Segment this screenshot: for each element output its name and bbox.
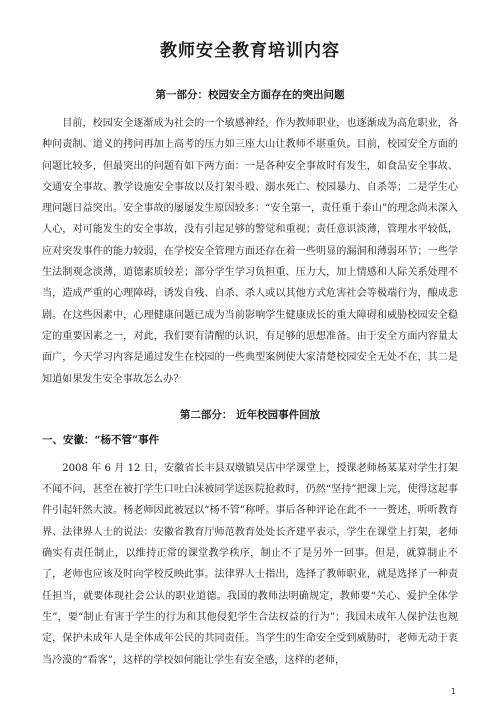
part2-heading: 第二部分： 近年校园事件回放 [179,408,321,421]
part2-subheading: 一、安徽：“杨不管”事件 [42,433,160,446]
part2-paragraph: 2008 年 6 月 12 日，安徽省长丰县双墩镇吴店中学课堂上，授课老师杨某某对学生打架不闻不问，甚至在被打学生口吐白沫被同学送医院抢救时，仍然“坚持”把课上完，使得这起事件引起轩然大波。杨老师因此被冠以“杨不管”称呼。事后各种评论在此不一一赘述，听听教育界、法律界人士的说法：安徽省教育厅师范教育处处长齐建平表示，学生在课堂上打架，老师确实有责任制止，以维持正常的课堂教学秩序，制止不了是另外一回事。但是，就算制止不了，老师也应该及时向学校反映此事。法律界人士指出，选择了教师职业，就是选择了一种责任担当，就要体现社会公认的职业道德。我国的教师法明确规定，教师要“关心、爱护全体学生”，要“制止有害于学生的行为和其他侵犯学生合法权益的行为”；我国未成年人保护法也规定，保护未成年人是全体成年公民的共同责任。当学生的生命安全受到威胁时，老师无动于衷当冷漠的“看客”，这样的学校如何能让学生有安全感，这样的老师， [42,462,458,666]
section-spacer [42,390,458,408]
part1-paragraph: 目前，校园安全逐渐成为社会的一个敏感神经，作为教师职业，也逐渐成为高危职业，各种问责制、道义的拷问再加上高考的压力如三座大山让教师不堪重负。目前，校园安全方面的问题比较多，但最突出的问题有如下两方面：一是各种安全事故时有发生，如食品安全事故、交通安全事故、教学设施安全事故以及打架斗殴、溺水死亡、校园暴力、自杀等；二是学生心理问题日益突出。安全事故的屡屡发生原因较多：“安全第一，责任重于泰山”的理念尚未深入人心，对可能发生的安全事故，没有引起足够的警觉和重视；责任意识淡薄，管理水平较低，应对突发事件的能力较弱，在学校安全管理方面还存在着一些明显的漏洞和薄弱环节；一些学生法制观念淡薄，道德素质较差；部分学生学习负担重、压力大，加上情感和人际关系处理不当，造成严重的心理障碍，诱发自残、自杀、杀人或以其他方式危害社会等极端行为，酿成悲剧。在这些因素中，心理健康问题已成为当前影响学生健康成长的重大障碍和威胁校园安全稳定的重要因素之一，对此，我们要有清醒的认识，有足够的思想准备。由于安全方面内容量太面广，今天学习内容是通过发生在校园的一些典型案例使大家清楚校园安全无处不在，其二是知道如果发生安全事故怎么办？ [42,118,458,385]
document-title: 教师安全教育培训内容 [160,41,340,61]
page-number: 1 [450,687,456,696]
part1-heading: 第一部分：校园安全方面存在的突出问题 [155,89,345,101]
